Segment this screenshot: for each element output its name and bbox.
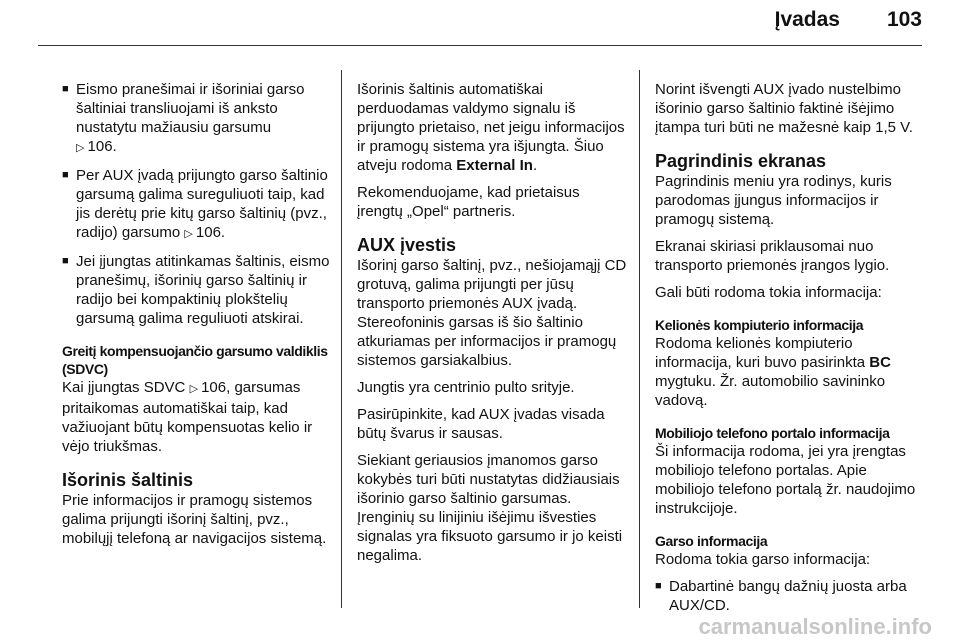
- paragraph: Siekiant geriausios įmanomos garso kokybės turi būti nustatytas didžiausiais išorinio garso šaltinio garsumas. Įrenginių su linijiniu išėjimu išvesties signalas yra fiksuoto garsumo ir jo keisti negalima.: [357, 452, 623, 564]
- chapter-title: Įvadas: [774, 8, 840, 31]
- watermark: carmanualsonline.info: [698, 614, 932, 639]
- paragraph: Norint išvengti AUX įvado nustelbimo išorinio garso šaltinio faktinė išėjimo įtampa turi būti ne mažesnė kaip 1,5 V.: [655, 81, 913, 136]
- header-rule: [38, 45, 922, 46]
- button-name: BC: [869, 354, 891, 371]
- list-item: ■ Dabartinė bangų dažnių juosta arba AUX/CD.: [655, 577, 927, 615]
- display-text: External In: [456, 157, 533, 174]
- paragraph: Išorinį garso šaltinį, pvz., nešiojamąjį CD grotuvą, galima prijungti per jūsų transporto priemonės AUX įvadą. Stereofoninis garsas iš šio šaltinio atkuriamas per informacijos ir pramogų sistemos garsiakalbius.: [357, 257, 627, 369]
- section-heading: Pagrindinis ekranas: [655, 151, 827, 171]
- paragraph: Pagrindinis meniu yra rodinys, kuris parodomas įjungus informacijos ir pramogų sistemą.: [655, 173, 892, 228]
- paragraph: Išorinis šaltinis automatiškai perduodamas valdymo signalu iš prijungto prietaiso, net jeigu informacijos ir pramogų sistema yra išjungta. Šiuo atveju rodoma External In.: [357, 81, 625, 174]
- list-item: ■ Per AUX įvadą prijungto garso šaltinio garsumą galima sureguliuoti taip, kad jis derėtų prie kitų garso šaltinių (pvz., radijo) garsumo ▷ 106.: [62, 166, 334, 244]
- paragraph: Ši informacija rodoma, jei yra įrengtas mobiliojo telefono portalas. Apie mobiliojo telefono portalą žr. naudojimo instrukcijoje.: [655, 443, 916, 517]
- paragraph: Ekranai skiriasi priklausomai nuo transporto priemonės įrangos lygio.: [655, 238, 890, 274]
- paragraph: Jungtis yra centrinio pulto srityje.: [357, 379, 575, 396]
- column-divider: [639, 70, 640, 608]
- column-left: [62, 80, 334, 556]
- section-heading: Mobiliojo telefono portalo informacija: [655, 425, 890, 441]
- section-heading: Greitį kompensuojančio garsumo valdiklis (SDVC): [62, 343, 328, 377]
- section-heading: Kelionės kompiuterio informacija: [655, 317, 864, 333]
- paragraph: Gali būti rodoma tokia informacija:: [655, 284, 882, 301]
- column-right: [655, 80, 927, 623]
- paragraph: Rodoma kelionės kompiuterio informacija, kuri buvo pasirinkta BC mygtuku. Žr. automobilio savininko vadovą.: [655, 335, 891, 409]
- paragraph: Rekomenduojame, kad prietaisus įrengtų „Opel“ partneris.: [357, 184, 580, 220]
- paragraph: Pasirūpinkite, kad AUX įvadas visada būtų švarus ir sausas.: [357, 406, 605, 442]
- paragraph: Kai įjungtas SDVC ▷ 106, garsumas pritaikomas automatiškai taip, kad važiuojant būtų kompensuotas kelio ir vėjo triukšmas.: [62, 378, 334, 456]
- section-heading: Išorinis šaltinis: [62, 470, 194, 490]
- page-header: [0, 0, 960, 40]
- column-middle: [357, 80, 629, 573]
- paragraph: Rodoma tokia garso informacija:: [655, 551, 871, 568]
- list-item: ■ Eismo pranešimai ir išoriniai garso šaltiniai transliuojami iš anksto nustatytu mažiausiu garsumu ▷ 106.: [62, 80, 334, 158]
- column-divider: [341, 70, 342, 608]
- page-reference[interactable]: ▷ 106.: [184, 224, 225, 241]
- page-number: 103: [886, 8, 922, 31]
- list-item: ■ Jei įjungtas atitinkamas šaltinis, eismo pranešimų, išorinių garso šaltinių ir radijo bei kompaktinių plokštelių garsumą galima reguliuoti atskirai.: [62, 252, 334, 328]
- page-reference[interactable]: ▷ 106,: [190, 379, 231, 396]
- section-heading: Garso informacija: [655, 533, 768, 549]
- page-reference[interactable]: ▷ 106.: [76, 138, 117, 155]
- paragraph: Prie informacijos ir pramogų sistemos galima prijungti išorinį šaltinį, pvz., mobilųjį telefoną ar navigacijos sistemą.: [62, 492, 327, 547]
- section-heading: AUX įvestis: [357, 235, 457, 255]
